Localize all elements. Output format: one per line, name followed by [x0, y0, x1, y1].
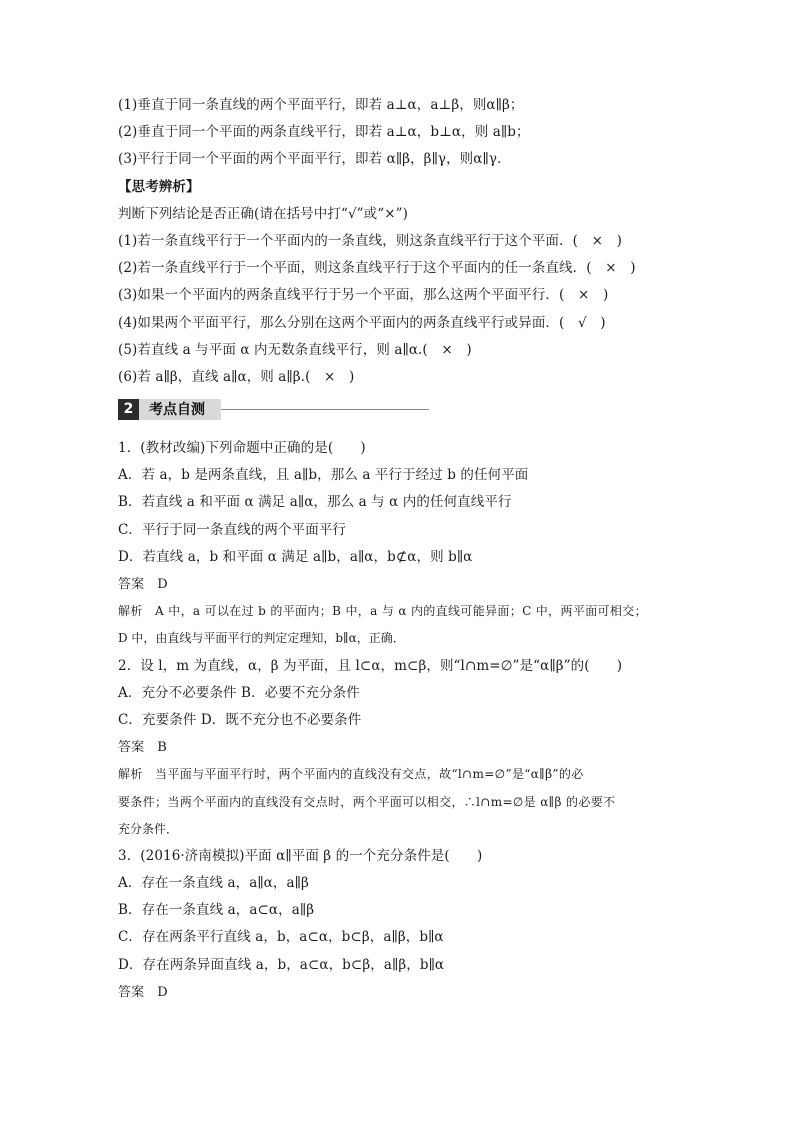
- q1-answer: 答案 D: [118, 577, 168, 592]
- intro-line-2: (2)垂直于同一个平面的两条直线平行，即若 a⊥α，b⊥α，则 a∥b；: [118, 124, 530, 141]
- document-page: [118, 92, 684, 1006]
- q1-option-d: D．若直线 a，b 和平面 α 满足 a∥b，a∥α，b⊄α，则 b∥α: [118, 548, 473, 565]
- think-item-4: (4)如果两个平面平行，那么分别在这两个平面内的两条直线平行或异面．( √ ): [118, 314, 606, 331]
- q2-stem: 2．设 l，m 为直线，α，β 为平面，且 l⊂α，m⊂β，则“l∩m=∅”是“α∥β”的( ): [118, 657, 623, 674]
- think-item-6: (6)若 a∥β，直线 a∥α，则 a∥β.( × ): [118, 368, 355, 385]
- section-header: [118, 394, 684, 424]
- q2-option-cd: C．充要条件 D．既不充分也不必要条件: [118, 711, 362, 728]
- q1-stem: 1．(教材改编)下列命题中正确的是( ): [118, 440, 366, 457]
- q2-answer: 答案 B: [118, 740, 167, 756]
- think-item-2: (2)若一条直线平行于一个平面，则这条直线平行于这个平面内的任一条直线．( × ): [118, 260, 636, 277]
- section-number: 2: [118, 399, 139, 420]
- section-title: 考点自测: [139, 399, 221, 420]
- q1-explanation-1: 解析 A 中，a 可以在过 b 的平面内；B 中，a 与 α 内的直线可能异面；C 中，两平面可相交；: [118, 604, 647, 619]
- q3-option-d: D．存在两条异面直线 a，b，a⊂α，b⊂β，a∥β，b∥α: [118, 956, 445, 973]
- think-heading: 【思考辨析】: [118, 178, 200, 195]
- q3-option-a: A．存在一条直线 a，a∥α，a∥β: [118, 875, 309, 892]
- q2-explanation-1: 解析 当平面与平面平行时，两个平面内的直线没有交点，故“l∩m=∅”是“α∥β”的必: [118, 767, 584, 782]
- think-item-3: (3)如果一个平面内的两条直线平行于另一个平面，那么这两个平面平行．( × ): [118, 287, 609, 304]
- q1-explanation-2: D 中，由直线与平面平行的判定定理知，b∥α，正确．: [118, 631, 405, 646]
- section-rule: [221, 409, 429, 410]
- intro-line-3: (3)平行于同一个平面的两个平面平行，即若 α∥β，β∥γ，则α∥γ.: [118, 151, 502, 168]
- think-prompt: 判断下列结论是否正确(请在括号中打“√”或“×”): [118, 205, 409, 222]
- q3-stem: 3．(2016·济南模拟)平面 α∥平面 β 的一个充分条件是( ): [118, 847, 483, 864]
- q2-explanation-3: 充分条件．: [118, 821, 179, 836]
- q2-explanation-2: 要条件；当两个平面内的直线没有交点时，两个平面可以相交，∴l∩m=∅是 α∥β 的必要不: [118, 794, 616, 809]
- q1-option-b: B．若直线 a 和平面 α 满足 a∥α，那么 a 与 α 内的任何直线平行: [118, 494, 512, 511]
- q1-option-a: A．若 a，b 是两条直线，且 a∥b，那么 a 平行于经过 b 的任何平面: [118, 467, 529, 484]
- intro-line-1: (1)垂直于同一条直线的两个平面平行，即若 a⊥α，a⊥β，则α∥β；: [118, 97, 524, 113]
- q1-option-c: C．平行于同一条直线的两个平面平行: [118, 521, 347, 538]
- q3-option-b: B．存在一条直线 a，a⊂α，a∥β: [118, 902, 315, 919]
- q3-answer: 答案 D: [118, 984, 168, 1000]
- think-item-5: (5)若直线 a 与平面 α 内无数条直线平行，则 a∥α.( × ): [118, 341, 472, 358]
- q2-option-ab: A．充分不必要条件 B．必要不充分条件: [118, 684, 360, 701]
- think-item-1: (1)若一条直线平行于一个平面内的一条直线，则这条直线平行于这个平面．( × ): [118, 232, 622, 249]
- q3-option-c: C．存在两条平行直线 a，b，a⊂α，b⊂β，a∥β，b∥α: [118, 929, 444, 946]
